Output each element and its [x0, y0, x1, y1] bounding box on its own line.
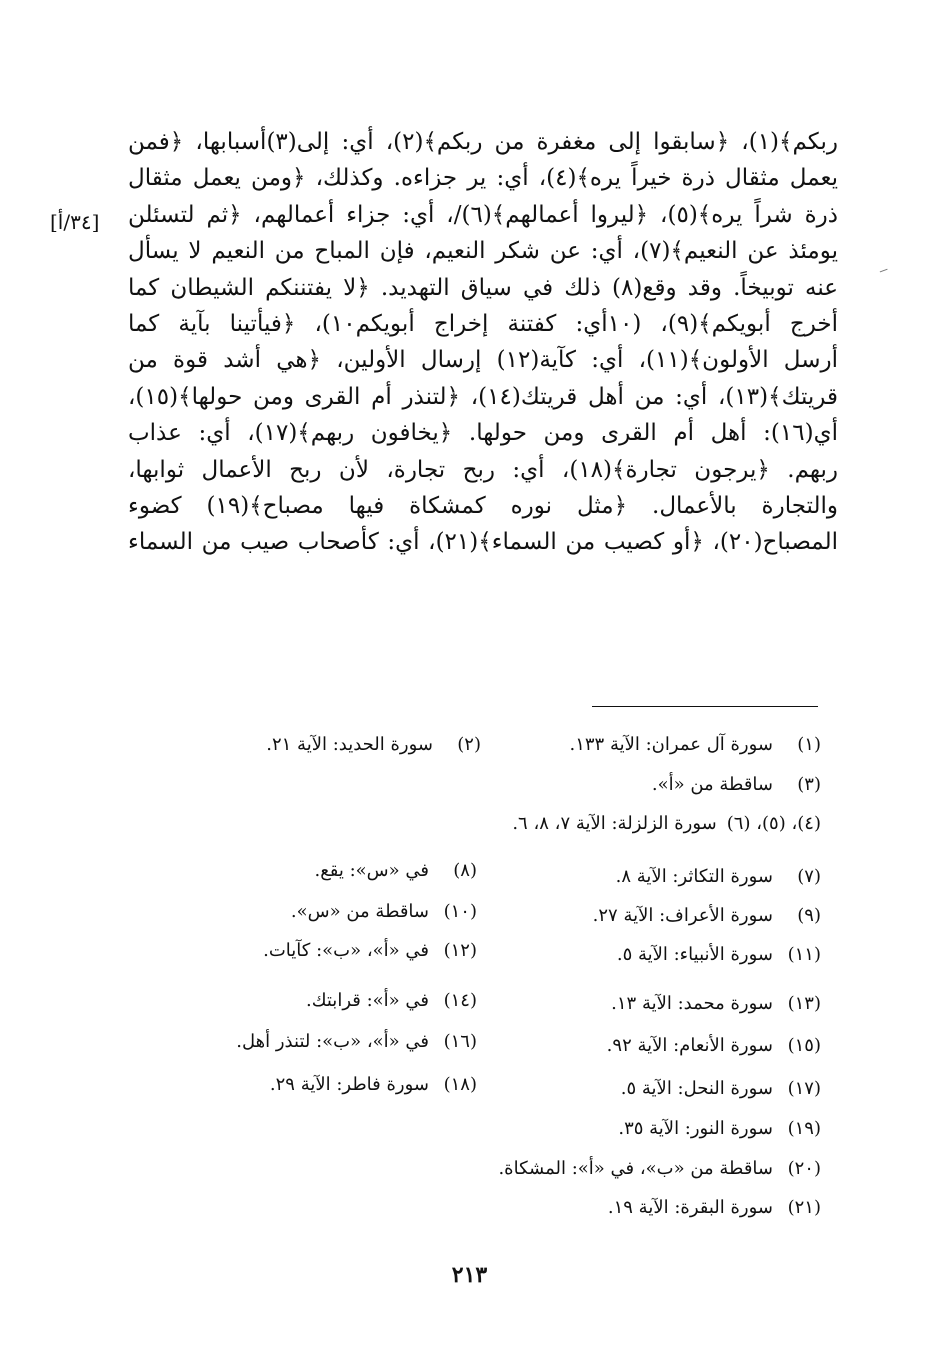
main-text-line: ذرة شراً يره﴾(٥)، ﴿ليروا أعمالهم﴾(٦)/، أي: جزاء أعمالهم، ﴿ثم لتسئلن [128, 201, 839, 228]
main-text-line: ربكم﴾(١)، ﴿سابقوا إلى مغفرة من ربكم﴾(٢)، أي: إلى(٣)أسبابها، ﴿فمن [128, 129, 839, 155]
footnote-number: (٩) [797, 905, 821, 926]
footnote-number: (٧) [797, 866, 821, 887]
footnote-19 [618, 1116, 821, 1142]
footnote-separator [592, 706, 818, 707]
footnote-20 [498, 1156, 821, 1182]
footnote-number: (١٠) [443, 901, 477, 922]
footnote-number: (١٣) [787, 993, 821, 1014]
main-text-line: يومئذ عن النعيم﴾(٧)، أي: عن شكر النعيم، فإن المباح من النعيم لا يسأل [128, 238, 838, 265]
footnote-4-6 [512, 811, 821, 837]
footnote-1 [569, 732, 821, 758]
main-text-line: قريتك﴾(١٣)، أي: من أهل قريتك(١٤)، ﴿لتنذر أم القرى ومن حولها﴾(١٥)، [128, 383, 838, 410]
footnote-10 [291, 899, 477, 925]
footnote-number: (٨) [453, 860, 477, 881]
footnote-number: (٢) [457, 734, 481, 755]
footnote-number: (١١) [787, 944, 821, 965]
footnote-number: (١٥) [787, 1035, 821, 1056]
footnote-text: ساقطة من «ب»، في «أ»: المشكاة. [498, 1158, 773, 1179]
footnote-18 [270, 1072, 477, 1098]
footnote-text: في «أ»: قرابتك. [305, 990, 429, 1011]
footnote-21 [608, 1195, 821, 1221]
footnote-2 [266, 732, 481, 758]
footnote-text: سورة البقرة: الآية ١٩. [607, 1197, 773, 1218]
footnote-text: سورة النور: الآية ٣٥. [618, 1118, 773, 1139]
footnote-13 [611, 991, 821, 1017]
page-number: ٢١٣ [451, 1262, 488, 1288]
footnote-12 [263, 938, 477, 964]
main-text-line: المصباح(٢٠)، ﴿أو كصيب من السماء﴾(٢١)، أي: كأصحاب صيب من السماء [128, 529, 838, 556]
footnote-number: (١٦) [443, 1031, 477, 1052]
main-text-line: أي(١٦): أهل أم القرى ومن حولها. ﴿يخافون ربهم﴾(١٧)، أي: عذاب [128, 420, 838, 447]
footnote-15 [607, 1033, 821, 1059]
footnote-number: (٤)، (٥)، (٦) [726, 813, 821, 834]
footnote-text: سورة فاطر: الآية ٢٩. [269, 1074, 429, 1095]
main-text-line: ربهم. ﴿يرجون تجارة﴾(١٨)، أي: ربح تجارة، لأن ربح الأعمال ثوابها، [128, 456, 838, 483]
footnote-text: سورة الأنبياء: الآية ٥. [616, 944, 773, 965]
main-text-line: أخرج أبويكم﴾(٩)، (١٠أي: كفتنة إخراج أبويكم١٠)، ﴿فيأتينا بآية كما [128, 310, 838, 337]
manuscript-folio-reference: [٣٤/أ] [50, 210, 100, 234]
footnote-text: سورة الأعراف: الآية ٢٧. [592, 905, 773, 926]
footnote-number: (١٩) [787, 1118, 821, 1139]
footnote-text: في «س»: يقع. [314, 860, 429, 881]
footnote-text: سورة آل عمران: الآية ١٣٣. [569, 734, 773, 755]
footnote-number: (٢١) [787, 1197, 821, 1218]
footnote-number: (١٨) [443, 1074, 477, 1095]
footnote-number: (١٧) [787, 1078, 821, 1099]
footnote-text: سورة الأنعام: الآية ٩٢. [606, 1035, 773, 1056]
footnote-7 [616, 864, 821, 890]
footnote-number: (١٤) [443, 990, 477, 1011]
footnote-11 [617, 942, 821, 968]
footnote-text: ساقطة من «س». [290, 901, 429, 922]
footnote-3 [652, 772, 821, 798]
footnote-text: ساقطة من «أ». [651, 774, 773, 795]
footnote-number: (٢٠) [787, 1158, 821, 1179]
footnote-number: (٣) [797, 774, 821, 795]
footnote-number: (١٢) [443, 940, 477, 961]
main-text-line: عنه توبيخاً. وقد وقع(٨) ذلك في سياق التهديد. ﴿لا يفتننكم الشيطان كما [128, 274, 838, 301]
footnote-9 [593, 903, 821, 929]
footnote-8 [314, 858, 477, 884]
main-text-line: يعمل مثقال ذرة خيراً يره﴾(٤)، أي: ير جزاءه. وكذلك، ﴿ومن يعمل مثقال [128, 165, 838, 192]
footnote-text: سورة الحديد: الآية ٢١. [266, 734, 433, 755]
footnote-14 [306, 988, 477, 1014]
footnote-text: في «أ»، «ب»: لتنذر أهل. [236, 1031, 429, 1052]
main-text-body [128, 124, 838, 561]
margin-mark [880, 269, 889, 275]
footnote-number: (١) [797, 734, 821, 755]
footnote-17 [621, 1076, 821, 1102]
footnote-text: في «أ»، «ب»: كآيات. [263, 940, 429, 961]
footnote-text: سورة الزلزلة: الآية ٧، ٨، ٦. [512, 813, 717, 834]
footnote-text: سورة محمد: الآية ١٣. [611, 993, 773, 1014]
footnote-text: سورة التكاثر: الآية ٨. [615, 866, 773, 887]
main-text-line: أرسل الأولون﴾(١١)، أي: كآية(١٢) إرسال الأولين، ﴿هي أشد قوة من [128, 347, 838, 374]
footnote-16 [236, 1029, 477, 1055]
footnote-text: سورة النحل: الآية ٥. [620, 1078, 773, 1099]
main-text-line: والتجارة بالأعمال. ﴿مثل نوره كمشكاة فيها مصباح﴾(١٩) كضوء [128, 492, 838, 519]
